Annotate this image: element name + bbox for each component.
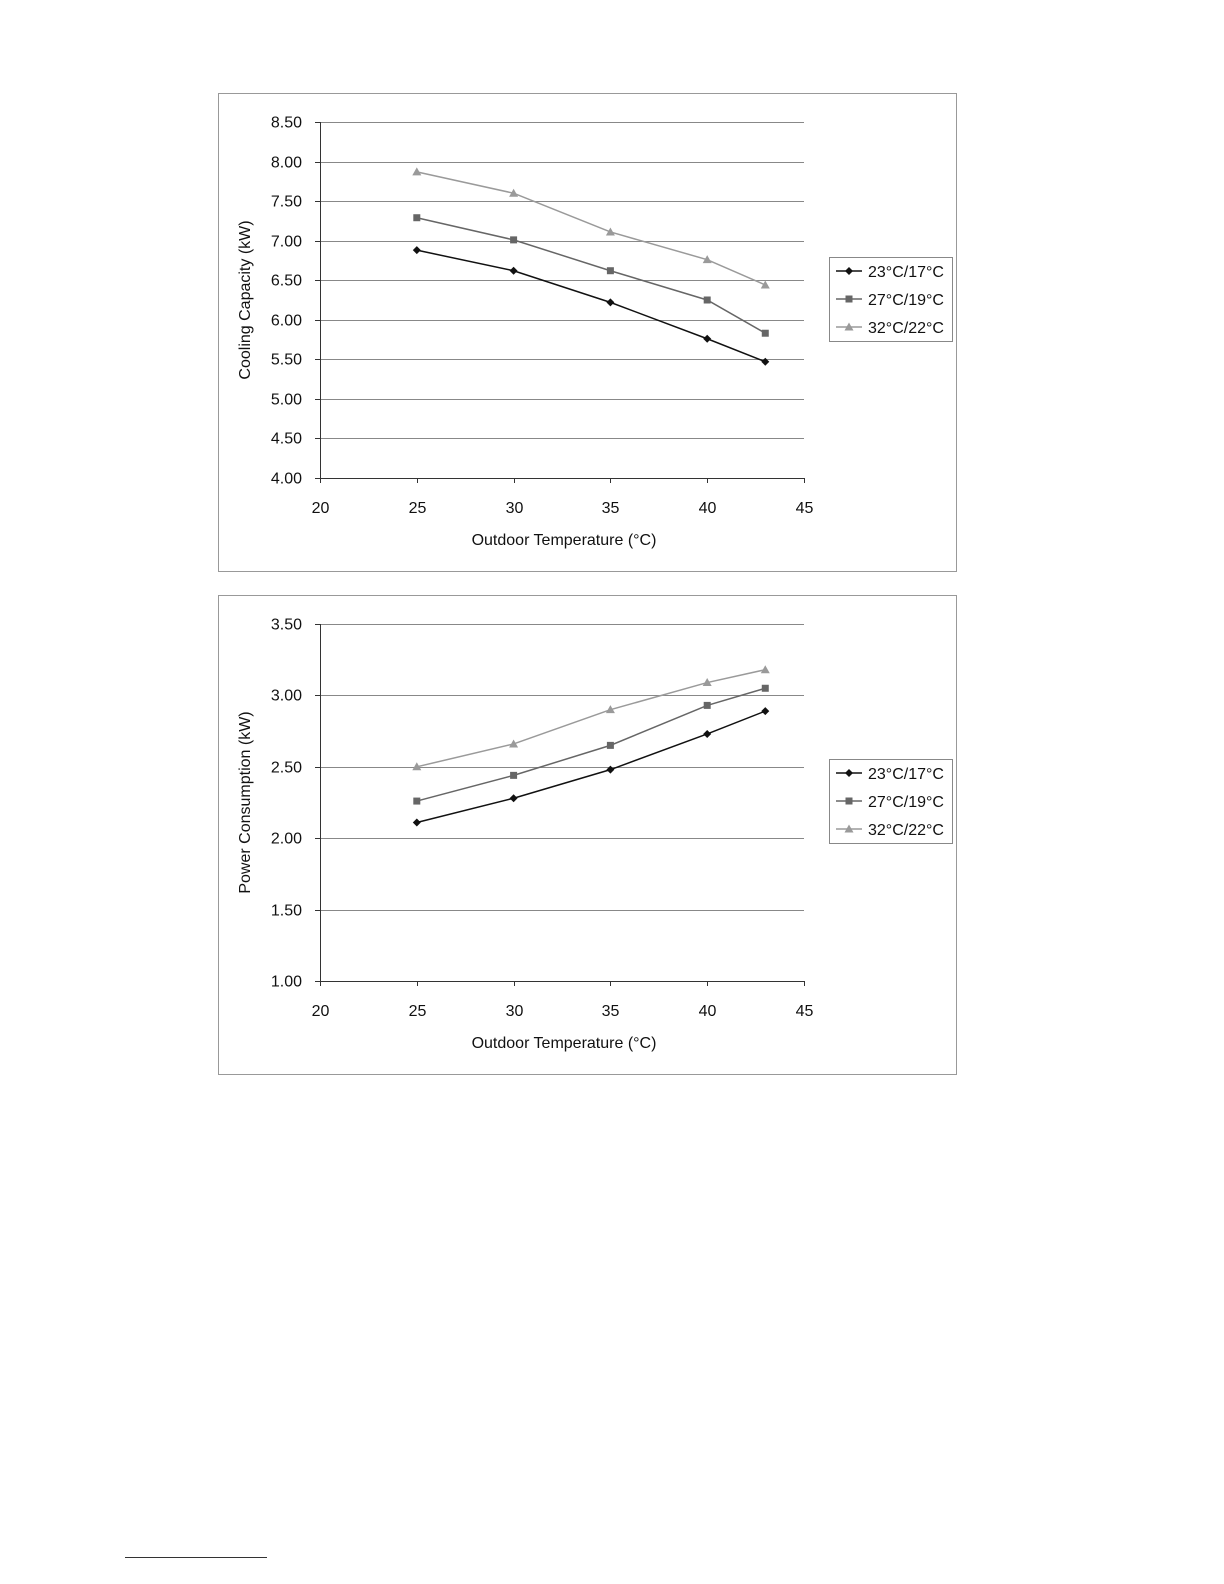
- data-point: [607, 742, 614, 749]
- x-tick-label: 45: [795, 500, 814, 517]
- chart-2: [219, 596, 957, 1075]
- data-point: [607, 267, 614, 274]
- y-tick-label: 4.50: [270, 430, 302, 448]
- data-point: [510, 236, 517, 243]
- data-point: [413, 214, 420, 221]
- legend-label: 23°C/17°C: [868, 766, 944, 783]
- legend-label: 23°C/17°C: [868, 264, 944, 281]
- data-point: [413, 798, 420, 805]
- y-axis-title: Cooling Capacity (kW): [237, 220, 254, 380]
- y-tick-label: 8.00: [270, 154, 302, 172]
- y-tick-label: 6.50: [270, 272, 302, 290]
- x-tick-label: 40: [698, 1003, 717, 1020]
- data-point: [704, 702, 711, 709]
- footnote-rule: [125, 1557, 267, 1558]
- x-tick-label: 45: [795, 1003, 814, 1020]
- x-tick-label: 30: [505, 1003, 524, 1020]
- x-tick-label: 25: [408, 1003, 427, 1020]
- legend: [830, 258, 953, 342]
- data-point: [762, 330, 769, 337]
- data-point: [510, 772, 517, 779]
- x-tick-label: 35: [601, 500, 620, 517]
- x-axis-title: Outdoor Temperature (°C): [471, 532, 657, 549]
- chart-1: [219, 94, 957, 572]
- x-tick-label: 20: [311, 500, 330, 517]
- y-tick-label: 3.50: [270, 616, 302, 634]
- y-tick-label: 2.50: [270, 759, 302, 777]
- x-tick-label: 35: [601, 1003, 620, 1020]
- x-axis-title: Outdoor Temperature (°C): [471, 1035, 657, 1052]
- legend-label: 27°C/19°C: [868, 292, 944, 309]
- legend-label: 32°C/22°C: [868, 822, 944, 839]
- x-tick-label: 30: [505, 500, 524, 517]
- legend-marker: [846, 798, 853, 805]
- y-tick-label: 4.00: [270, 470, 302, 488]
- y-tick-label: 3.00: [270, 687, 302, 705]
- x-tick-label: 25: [408, 500, 427, 517]
- legend: [830, 760, 953, 844]
- legend-marker: [846, 296, 853, 303]
- y-tick-label: 1.00: [270, 973, 302, 991]
- y-tick-label: 6.00: [270, 312, 302, 330]
- x-tick-label: 40: [698, 500, 717, 517]
- y-tick-label: 1.50: [270, 902, 302, 920]
- y-tick-label: 5.00: [270, 391, 302, 409]
- legend-label: 27°C/19°C: [868, 794, 944, 811]
- legend-label: 32°C/22°C: [868, 320, 944, 337]
- data-point: [704, 297, 711, 304]
- y-tick-label: 7.50: [270, 193, 302, 211]
- y-tick-label: 8.50: [270, 114, 302, 132]
- y-tick-label: 5.50: [270, 351, 302, 369]
- y-tick-label: 7.00: [270, 233, 302, 251]
- data-point: [762, 685, 769, 692]
- x-tick-label: 20: [311, 1003, 330, 1020]
- y-tick-label: 2.00: [270, 830, 302, 848]
- y-axis-title: Power Consumption (kW): [237, 711, 254, 894]
